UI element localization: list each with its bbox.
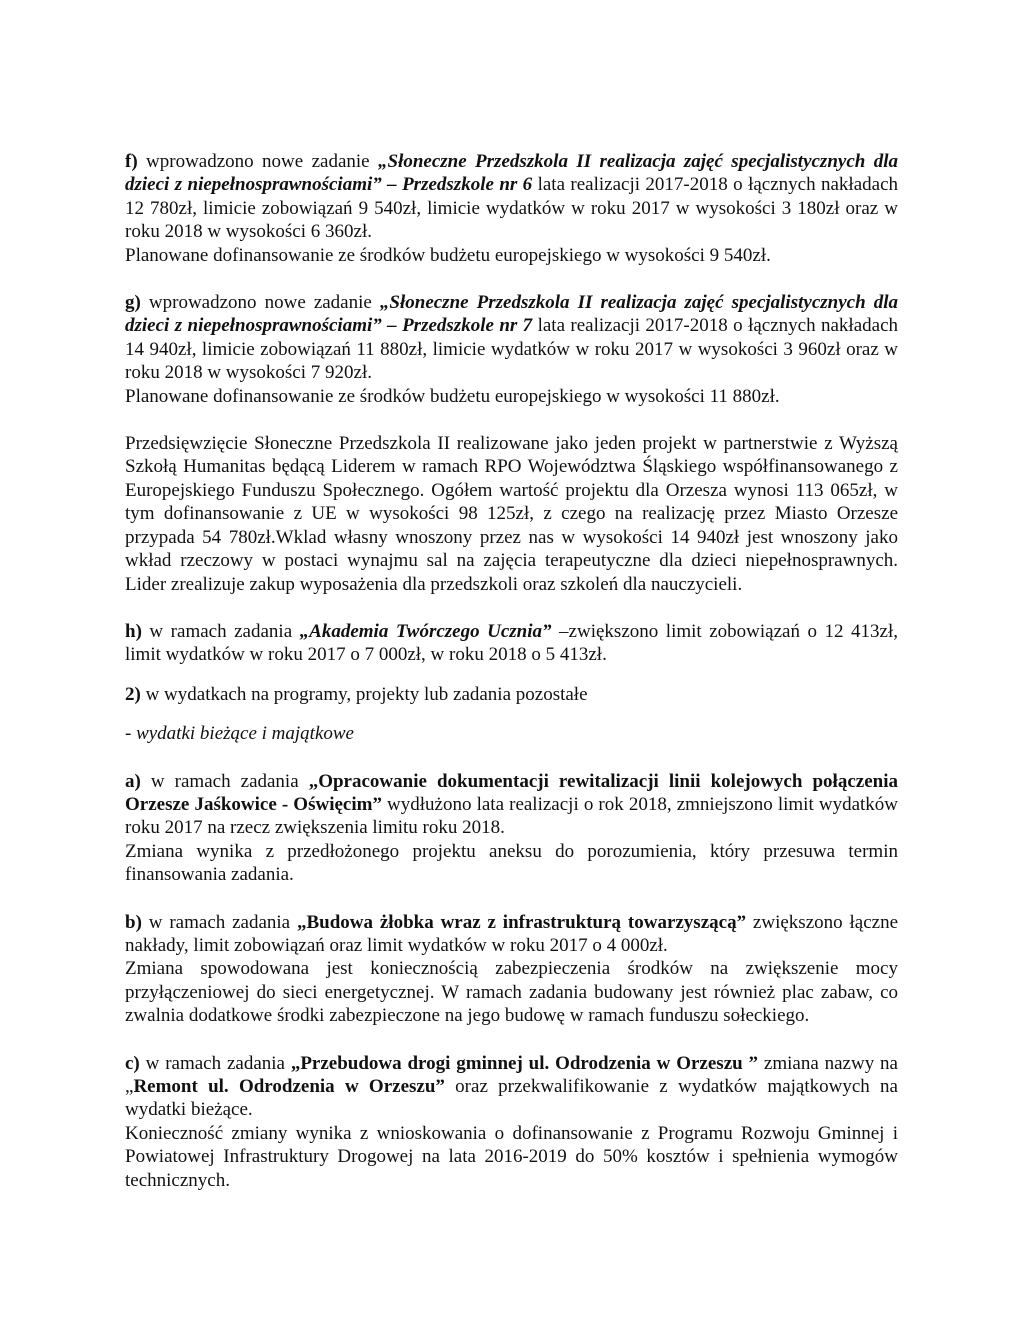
item-b-marker: b): [125, 911, 142, 933]
item-b-lead: w ramach zadania: [141, 911, 297, 933]
document-page: [125, 150, 898, 1192]
item-c-rename: zmiana nazwy na „: [125, 1052, 898, 1097]
item-f-funding: Planowane dofinansowanie ze środków budżetu europejskiego w wysokości 9 540zł.: [125, 244, 771, 266]
item-f-title: „Słoneczne Przedszkola II realizacja zajęć specjalistycznych dla dzieci z niepełnosprawnościami” – Przedszkole nr 6: [125, 151, 898, 196]
item-a-lead: w ramach zadania: [140, 770, 309, 792]
item-f-text: [125, 150, 898, 244]
section-2-text: w wydatkach na programy, projekty lub zadania pozostałe: [140, 683, 588, 705]
item-a-details: wydłużono lata realizacji o rok 2018, zmniejszono limit wydatków roku 2017 na rzecz zwiększenia limitu roku 2018.: [125, 793, 898, 839]
item-c-lead: w ramach zadania: [139, 1052, 291, 1074]
project-note: Przedsięwzięcie Słoneczne Przedszkola II realizowane jako jeden projekt w partnerstwie z Wyższą Szkołą Humanitas będącą Liderem w ramach RPO Województwa Śląskiego współfinansowanego z Europejskiego Funduszu Społecznego. Ogółem wartość projektu dla Orzesza wynosi 113 065zł, w tym dofinansowanie z UE w wysokości 98 125zł, z czego na realizację przez Miasto Orzesze przypada 54 780zł.Wklad własny wnoszony przez nas w wysokości 14 940zł jest wnoszony jako wkład rzeczowy w postaci wynajmu sal na zajęcia terapeutyczne dla dzieci niepełnosprawnych. Lider zrealizuje zakup wyposażenia dla przedszkoli oraz szkoleń dla nauczycieli.: [125, 433, 898, 595]
item-c-marker: c): [125, 1052, 140, 1074]
item-g: [125, 291, 898, 408]
item-c-title: „Przebudowa drogi gminnej ul. Odrodzenia w Orzeszu ”: [290, 1052, 759, 1074]
item-h-title: „Akademia Twórczego Ucznia”: [299, 620, 552, 642]
item-c-note: Konieczność zmiany wynika z wnioskowania o dofinansowanie z Programu Rozwoju Gminnej i Powiatowej Infrastruktury Drogowej na lata 2016-2019 do 50% kosztów i spełnienia wymogów technicznych.: [125, 1122, 898, 1191]
item-a-note: Zmiana wynika z przedłożonego projektu aneksu do porozumienia, który przesuwa termin finansowania zadania.: [125, 840, 898, 886]
item-c-text: [125, 1052, 898, 1122]
item-f: [125, 150, 898, 267]
section-2-marker: 2): [125, 683, 141, 705]
item-a: [125, 770, 898, 887]
section-2-heading: [125, 683, 898, 706]
item-f-marker: f): [125, 151, 138, 172]
item-b: [125, 911, 898, 1028]
item-b-details: zwiększono łączne nakłady, limit zobowiązań oraz limit wydatków w roku 2017 o 4 000zł.: [125, 911, 898, 956]
item-b-note: Zmiana spowodowana jest koniecznością zabezpieczenia środków na zwiększenie mocy przyłączeniowej do sieci energetycznej. W ramach zadania budowany jest również plac zabaw, co zwalnia dodatkowe środki zabezpieczone na jego budowę w ramach funduszu sołeckiego.: [125, 958, 898, 1027]
item-g-title: „Słoneczne Przedszkola II realizacja zajęć specjalistycznych dla dzieci z niepełnosprawnościami” – Przedszkole nr 7: [125, 292, 898, 337]
item-c: [125, 1052, 898, 1192]
item-c-new-title: Remont ul. Odrodzenia w Orzeszu”: [133, 1076, 445, 1097]
item-h-details: –zwiększono limit zobowiązań o 12 413zł, limit wydatków w roku 2017 o 7 000zł, w roku 2018 o 5 413zł.: [125, 620, 898, 666]
section-2-subtitle: [125, 722, 898, 745]
item-g-details: lata realizacji 2017-2018 o łącznych nakładach 14 940zł, limicie zobowiązań 11 880zł, limicie wydatków w roku 2017 w wysokości 3 960zł oraz w roku 2018 w wysokości 7 920zł.: [125, 315, 898, 384]
item-h-text: [125, 620, 898, 667]
item-f-lead: wprowadzono nowe zadanie: [137, 151, 378, 172]
item-f-details: lata realizacji 2017-2018 o łącznych nakładach 12 780zł, limicie zobowiązań 9 540zł, limicie wydatków w roku 2017 w wysokości 3 180zł oraz w roku 2018 w wysokości 6 360zł.: [125, 174, 898, 243]
item-h-lead: w ramach zadania: [141, 620, 300, 642]
item-a-title: „Opracowanie dokumentacji rewitalizacji linii kolejowych połączenia Orzesze Jaśkowice - Oświęcim”: [125, 770, 898, 815]
item-c-details: oraz przekwalifikowanie z wydatków majątkowych na wydatki bieżące.: [125, 1076, 898, 1121]
item-b-title: „Budowa żłobka wraz z infrastrukturą towarzyszącą”: [296, 911, 747, 933]
item-a-marker: a): [125, 770, 141, 792]
item-h-marker: h): [125, 620, 142, 642]
item-g-marker: g): [125, 292, 141, 314]
item-b-text: [125, 911, 898, 958]
item-a-text: [125, 770, 898, 840]
item-g-text: [125, 291, 898, 385]
item-g-lead: wprowadzono nowe zadanie: [140, 292, 380, 314]
item-g-funding: Planowane dofinansowanie ze środków budżetu europejskiego w wysokości 11 880zł.: [125, 385, 780, 407]
section-2-subtitle-text: - wydatki bieżące i majątkowe: [125, 723, 354, 745]
